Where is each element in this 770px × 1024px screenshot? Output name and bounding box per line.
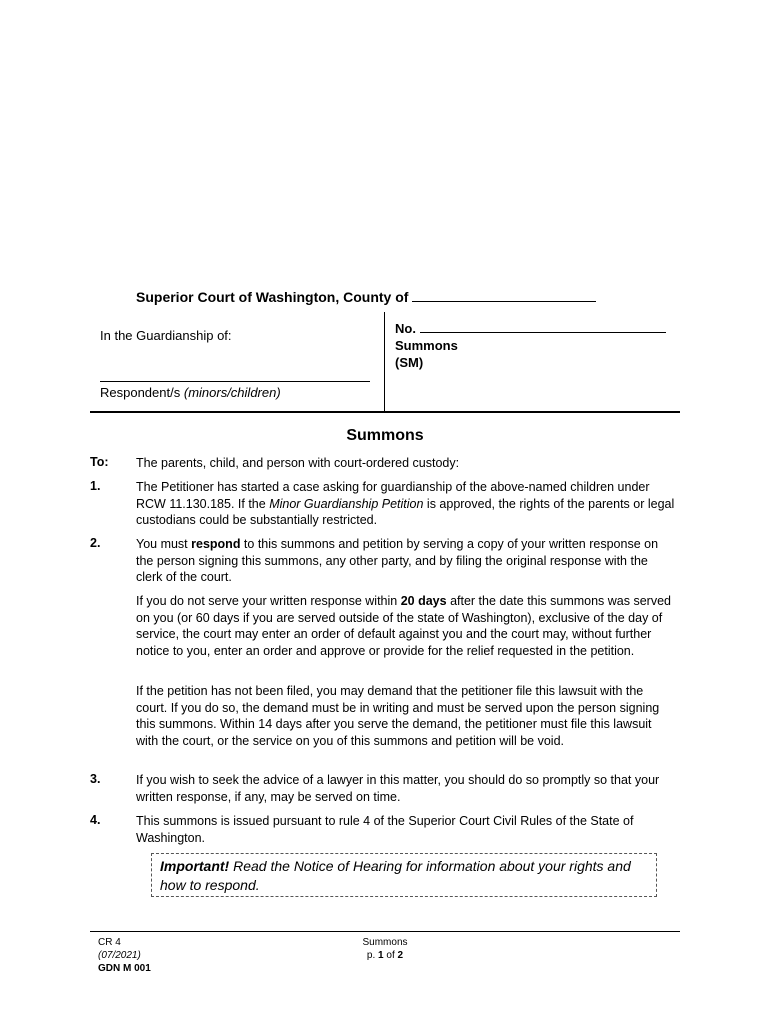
item-2-text-bold: respond xyxy=(191,537,241,551)
respondent-label xyxy=(100,385,281,400)
footer-form-id: GDN M 001 xyxy=(98,963,151,974)
item-1-number: 1. xyxy=(90,479,101,493)
footer-left xyxy=(98,936,151,975)
respondent-blank-line xyxy=(100,381,370,382)
footer-page-total: 2 xyxy=(397,950,404,961)
item-2-text-a: You must xyxy=(136,537,192,551)
footer-date: (07/2021) xyxy=(98,950,141,961)
item-1-text-italic: Minor Guardianship Petition xyxy=(269,496,424,511)
case-number-block xyxy=(395,320,666,371)
important-text: Read the Notice of Hearing for information about your rights and how to respond. xyxy=(160,858,631,893)
footer-page-prefix: p. xyxy=(366,950,379,961)
item-2-number: 2. xyxy=(90,536,101,550)
item-2-paragraph-2 xyxy=(136,593,676,659)
caption-divider-horizontal xyxy=(90,411,680,413)
footer-rule: CR 4 xyxy=(98,937,121,948)
footer-page-number: 1 xyxy=(378,950,384,961)
form-code: (SM) xyxy=(395,355,424,370)
footer-rule-line xyxy=(90,931,680,932)
important-notice-box xyxy=(151,853,657,897)
item-2-text-b: to this summons and petition by serving a copy of your written response on the person signing this summons, any other party, and by filing the original response with the clerk of the court. xyxy=(136,537,659,584)
item-4-number: 4. xyxy=(90,813,101,827)
item-2-text xyxy=(136,536,676,586)
footer-page xyxy=(340,949,430,962)
item-2-para2-a: If you do not serve your written response within xyxy=(136,594,401,608)
to-label: To: xyxy=(90,455,109,469)
document-title: Summons xyxy=(346,427,424,444)
footer-page-of: of xyxy=(383,950,398,961)
case-number-blank-line xyxy=(420,320,666,333)
item-3-text: If you wish to seek the advice of a lawyer in this matter, you should do so promptly so that your written response, if any, may be served on time. xyxy=(136,773,660,804)
respondent-label-text: Respondent/s xyxy=(100,385,181,400)
item-2-para2-b: after the date this summons was served on you (or 60 days if you are served outside of the state of Washington), exclusive of the day of service, the court may enter an order of default against you and the court may, without further notice to you, enter an order and approve or provide for the relief requested in the petition. xyxy=(136,594,672,658)
item-1-text xyxy=(136,479,676,529)
court-heading xyxy=(136,288,596,305)
item-4-text: This summons is issued pursuant to rule 4 of the Superior Court Civil Rules of the State of Washington. xyxy=(136,814,634,845)
item-1-text-a: The Petitioner has started a case asking for guardianship of the above-named children under RCW 11.130.185. If the xyxy=(136,480,650,511)
county-blank-line xyxy=(412,288,596,302)
item-3-number: 3. xyxy=(90,772,101,786)
to-text: The parents, child, and person with court-ordered custody: xyxy=(136,456,460,470)
caption-divider-vertical xyxy=(384,312,385,412)
case-number-label: No. xyxy=(395,321,416,336)
item-2-paragraph-3: If the petition has not been filed, you may demand that the petitioner file this lawsuit with the court. If you do so, the demand must be in writing and must be served upon the person signing this summons. Within 14 days after you serve the demand, the petitioner must file this lawsuit with the court, or the service on you of this summons and petition will be void. xyxy=(136,684,660,748)
footer-title: Summons xyxy=(362,937,408,948)
respondent-label-italic: (minors/children) xyxy=(183,385,281,400)
item-1-text-b: is approved, the rights of the parents or legal custodians could be substantially restricted. xyxy=(136,496,675,527)
important-label: Important! xyxy=(160,858,230,874)
court-name: Superior Court of Washington, County of xyxy=(136,289,409,305)
footer-center xyxy=(340,936,430,962)
form-title-caption: Summons xyxy=(395,338,458,353)
item-2-para2-bold: 20 days xyxy=(400,594,447,608)
guardianship-label: In the Guardianship of: xyxy=(100,328,232,343)
